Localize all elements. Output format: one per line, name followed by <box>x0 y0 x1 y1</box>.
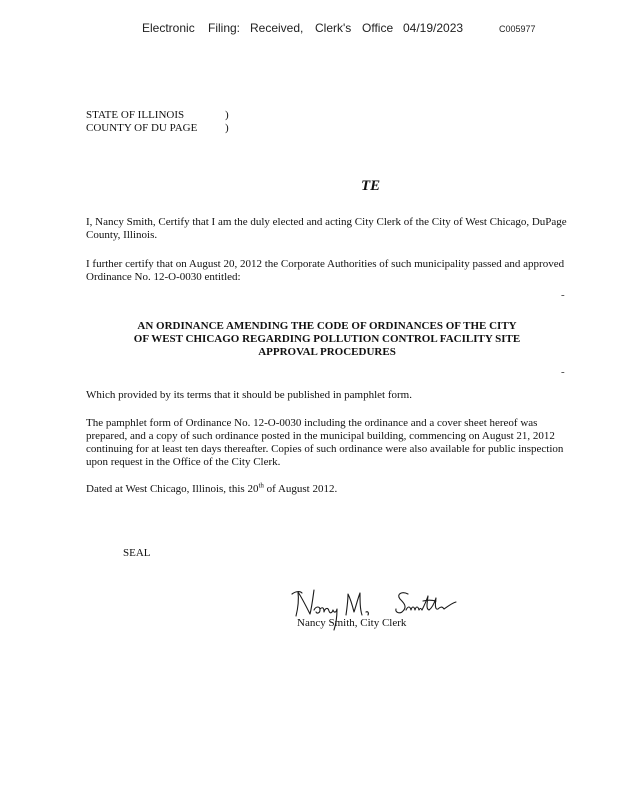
certification-paragraph: I, Nancy Smith, Certify that I am the duly elected and acting City Clerk of the City of West Chicago, DuPage County, Illinois. <box>86 216 567 241</box>
margin-mark: - <box>561 289 565 301</box>
signer-name-title: Nancy Smith, City Clerk <box>297 617 407 629</box>
document-title-fragment: TE <box>361 178 381 194</box>
ordinance-title-line: OF WEST CHICAGO REGARDING POLLUTION CONTROL FACILITY SITE <box>133 333 521 345</box>
venue-paren: ) <box>225 109 229 121</box>
dated-ordinal: th <box>258 481 264 490</box>
stamp-word-clerks: Clerk's <box>315 21 352 35</box>
dated-line <box>86 483 568 496</box>
dated-prefix: Dated at West Chicago, Illinois, this 20 <box>86 483 259 495</box>
venue-state: STATE OF ILLINOIS <box>86 109 185 121</box>
seal-label: SEAL <box>123 547 151 559</box>
stamp-word-filing: Filing: <box>208 21 241 35</box>
ordinance-title-line: AN ORDINANCE AMENDING THE CODE OF ORDINANCES OF THE CITY <box>137 320 517 332</box>
stamp-date: 04/19/2023 <box>403 21 464 35</box>
dated-suffix: of August 2012. <box>263 483 338 495</box>
ordinance-title-line: APPROVAL PROCEDURES <box>258 346 396 358</box>
venue-paren: ) <box>225 122 229 134</box>
stamp-doc-id: C005977 <box>499 24 536 34</box>
pamphlet-provision-paragraph: Which provided by its terms that it should be published in pamphlet form. <box>86 389 412 401</box>
electronic-filing-stamp <box>0 21 618 37</box>
margin-mark: - <box>561 366 565 378</box>
ordinance-title <box>86 320 568 359</box>
stamp-word-office: Office <box>362 21 394 35</box>
pamphlet-publication-paragraph: The pamphlet form of Ordinance No. 12-O-0030 including the ordinance and a cover sheet hereof was prepared, and a copy of such ordinance posted in the municipal building, commencing on August 21, 2012 continuing for at least ten days thereafter. Copies of such ordinance were also available for public inspection upon request in the Office of the City Clerk. <box>86 417 564 468</box>
stamp-word-electronic: Electronic <box>142 21 195 35</box>
stamp-word-received: Received, <box>250 21 304 35</box>
venue-county: COUNTY OF DU PAGE <box>86 122 198 134</box>
approval-paragraph: I further certify that on August 20, 2012 the Corporate Authorities of such municipality passed and approved Ordinance No. 12-O-0030 entitled: <box>86 258 565 283</box>
venue-block <box>86 109 229 135</box>
